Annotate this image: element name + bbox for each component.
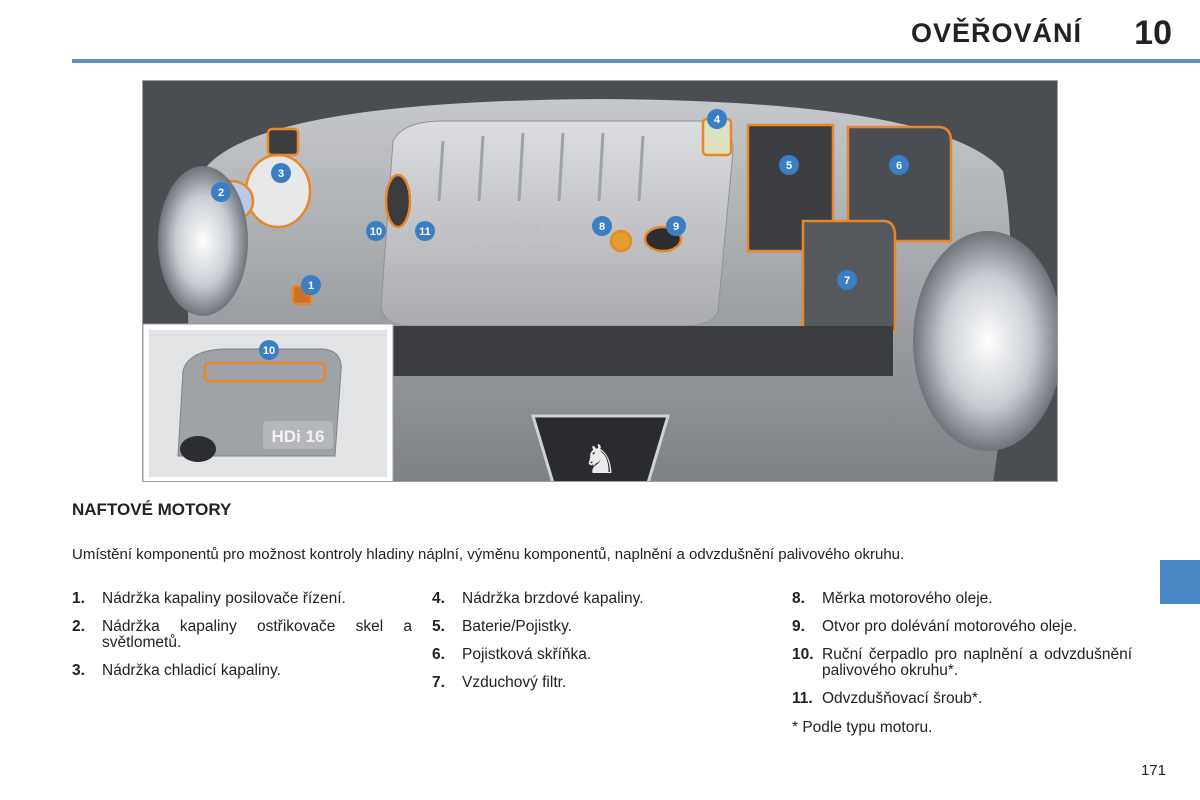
- svg-text:7: 7: [843, 275, 851, 287]
- callout-1: [301, 275, 321, 295]
- legend-column-3: [792, 591, 1132, 737]
- intro-text: Umístění komponentů pro možnost kontroly hladiny náplní, výměnu komponentů, naplnění a odvzdušnění palivového okruhu.: [72, 546, 905, 563]
- svg-text:3: 3: [277, 168, 285, 180]
- svg-text:6: 6: [895, 160, 903, 172]
- page-number: 171: [1140, 762, 1166, 779]
- footnote: * Podle typu motoru.: [792, 719, 933, 736]
- svg-text:11: 11: [419, 226, 431, 238]
- list-item: 10. Ruční čerpadlo pro naplnění a odvzdušnění palivového okruhu*.: [792, 646, 1132, 679]
- engine-badge-text: HDi 16: [473, 218, 561, 249]
- svg-text:5: 5: [785, 160, 793, 172]
- svg-text:4: 4: [713, 114, 721, 126]
- section-title: NAFTOVÉ MOTORY: [72, 500, 232, 519]
- svg-text:9: 9: [672, 221, 680, 233]
- list-item: 3. Nádržka chladicí kapaliny.: [72, 662, 281, 679]
- callout-7: [837, 270, 857, 290]
- svg-text:2: 2: [217, 187, 225, 199]
- callout-4: [707, 109, 727, 129]
- callout-6: [889, 155, 909, 175]
- callout-8: [592, 216, 612, 236]
- callout-3: [271, 163, 291, 183]
- chapter-title: OVĚŘOVÁNÍ: [910, 18, 1082, 48]
- svg-text:♞: ♞: [582, 437, 618, 482]
- list-item: 2. Nádržka kapaliny ostřikovače skel a světlometů.: [72, 618, 412, 651]
- legend-column-2: [432, 591, 752, 703]
- svg-text:10: 10: [369, 226, 383, 238]
- list-item: 7. Vzduchový filtr.: [432, 674, 567, 691]
- header-rule: [72, 59, 1200, 63]
- chapter-number: 10: [1134, 14, 1172, 52]
- callout-2: [211, 182, 231, 202]
- inset-callout-10: [259, 340, 279, 360]
- callout-11: [415, 221, 435, 241]
- callout-9: [666, 216, 686, 236]
- list-item: 11. Odvzdušňovací šroub*.: [792, 690, 983, 707]
- callout-5: [779, 155, 799, 175]
- inset-engine-badge: HDi 16: [271, 427, 325, 446]
- callout-10: [366, 221, 386, 241]
- chapter-side-tab: [1160, 560, 1200, 604]
- engine-bay-illustration: [142, 80, 1058, 482]
- list-item: 6. Pojistková skříňka.: [432, 646, 592, 663]
- list-item: 9. Otvor pro dolévání motorového oleje.: [792, 618, 1078, 635]
- svg-text:8: 8: [598, 221, 606, 233]
- legend-column-1: [72, 591, 412, 691]
- list-item: 5. Baterie/Pojistky.: [432, 618, 572, 635]
- list-item: 1. Nádržka kapaliny posilovače řízení.: [72, 590, 346, 607]
- list-item: 4. Nádržka brzdové kapaliny.: [432, 590, 644, 607]
- svg-text:1: 1: [307, 280, 315, 292]
- list-item: 8. Měrka motorového oleje.: [792, 590, 993, 607]
- svg-text:10: 10: [262, 345, 276, 357]
